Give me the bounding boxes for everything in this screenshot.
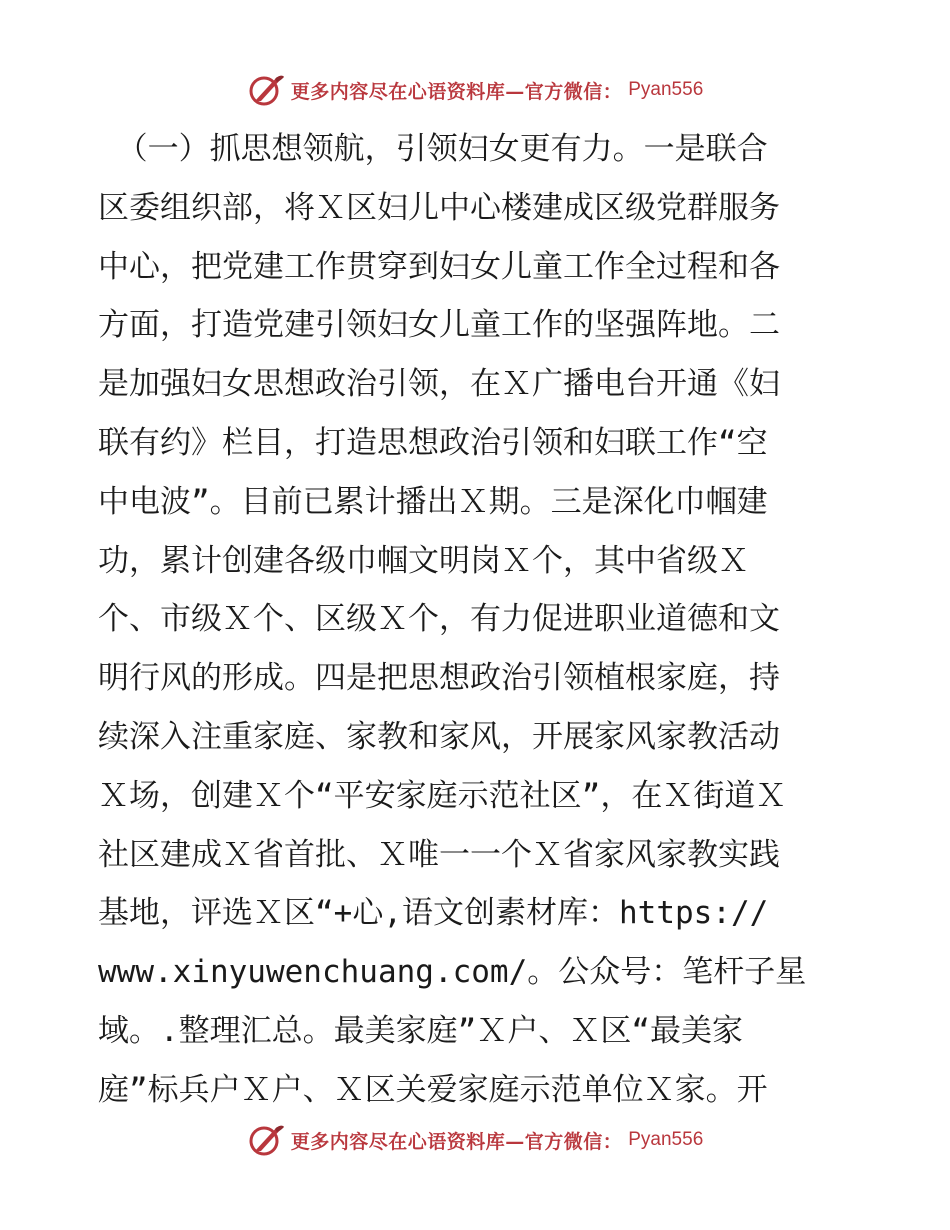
text-line: 续深入注重家庭、家教和家风，开展家风家教活动 <box>98 718 780 755</box>
document-body <box>98 120 858 1120</box>
text-line: 社区建成Ｘ省首批、Ｘ唯一一个Ｘ省家风家教实践 <box>98 836 780 873</box>
text-line: 方面，打造党建引领妇女儿童工作的坚强阵地。二 <box>98 307 780 344</box>
text-line: 域。.整理汇总。最美家庭”Ｘ户、Ｘ区“最美家 <box>98 1012 743 1049</box>
watermark-text: 更多内容尽在心语资料库—官方微信： <box>290 80 623 103</box>
text-line: 基地，评选Ｘ区“+心,语文创素材库：https:// <box>98 895 769 932</box>
text-line: 功，累计创建各级巾帼文明岗Ｘ个，其中省级Ｘ <box>98 542 749 579</box>
text-line: 区委组织部，将Ｘ区妇儿中心楼建成区级党群服务 <box>98 189 780 226</box>
watermark-wechat-id: Pyan556 <box>628 79 704 100</box>
text-line: 个、市级Ｘ个、区级Ｘ个，有力促进职业道德和文 <box>98 601 780 638</box>
quill-pen-logo-icon <box>247 73 285 107</box>
text-line: 联有约》栏目，打造思想政治引领和妇联工作“空 <box>98 424 768 461</box>
header-watermark <box>0 72 950 108</box>
text-line: www.xinyuwenchuang.com/。公众号：笔杆子星 <box>98 954 807 991</box>
text-line: 中心，把党建工作贯穿到妇女儿童工作全过程和各 <box>98 248 780 285</box>
footer-watermark <box>0 1122 950 1158</box>
text-line: 庭”标兵户Ｘ户、Ｘ区关爱家庭示范单位Ｘ家。开 <box>98 1071 768 1108</box>
quill-pen-logo-icon <box>247 1123 285 1157</box>
text-line: （一）抓思想领航，引领妇女更有力。一是联合 <box>98 131 768 167</box>
text-line: Ｘ场，创建Ｘ个“平安家庭示范社区”，在Ｘ街道Ｘ <box>98 777 787 814</box>
text-line: 明行风的形成。四是把思想政治引领植根家庭，持 <box>98 660 780 697</box>
watermark-wechat-id: Pyan556 <box>628 1129 704 1150</box>
watermark-text: 更多内容尽在心语资料库—官方微信： <box>290 1130 623 1153</box>
text-line: 是加强妇女思想政治引领，在Ｘ广播电台开通《妇 <box>98 366 780 403</box>
text-line: 中电波”。目前已累计播出Ｘ期。三是深化巾帼建 <box>98 483 768 520</box>
